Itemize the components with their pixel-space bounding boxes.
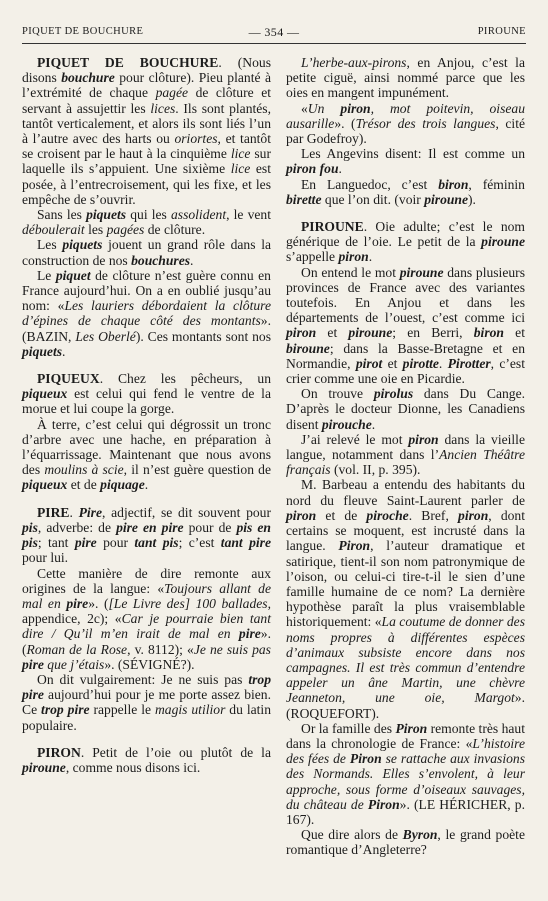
- paragraph: Or la famille des Piron remonte très haut dans la chronologie de France: «L’histoire des fées de Piron se rattache aux invasions des Normands. Elles s’envolent, à leur approche, sous forme d’oiseaux sauvages, du château de Piron». (LE HÉRICHER, p. 167).: [286, 720, 526, 827]
- paragraph: J’ai relevé le mot piron dans la vieille langue, notamment dans l’Ancien Théâtre français (vol. II, p. 395).: [286, 431, 525, 478]
- paragraph: «Un piron, mot poitevin, oiseau ausarille». (Trésor des trois langues, cité par Godefroy).: [286, 100, 525, 147]
- entry-pire: PIRE. Pire, adjectif, se dit souvent pour pis, adverbe: de pire en pire pour de pis en pis; tant pire pour tant pis; c’est tant pire pour lui.: [22, 504, 271, 566]
- paragraph: Que dire alors de Byron, le grand poète romantique d’Angleterre?: [286, 827, 525, 858]
- header-rule: [22, 43, 526, 44]
- paragraph: Cette manière de dire remonte aux origines de la langue: «Toujours allant de mal en pire». ([Le Livre des] 100 ballades, appendice, 2c); «Car je pourraie bien tant dire / Qu’il m’en irait de mal en pire». (Roman de la Rose, v. 8112); «Je ne suis pas pire que j’étais». (SÉVIGNÉ?).: [22, 565, 271, 672]
- entry-piquet-de-bouchure: PIQUET DE BOUCHURE. (Nous disons bouchure pour clôture). Pieu planté à l’extrémité de chaque pagée de clôture et servant à assujettir les lices. Ils sont plantés, tantôt verticalement, et alors ils sont liés l’un à l’autre avec des harts ou oriortes, et tantôt se croisent par le haut à la cinquième lice sur laquelle ils s’appuient. Une sixième lice est posée, à l’entrecroisement, qui les fixe, et les empêche de s’ouvrir.: [22, 55, 272, 207]
- paragraph: M. Barbeau a entendu des habitants du nord du fleuve Saint-Laurent parler de piron et de piroche. Bref, piron, dont certains se moquent, est incrusté dans la langue. Piron, l’auteur dramatique et satirique, tient-il son nom patronymique de l’oison, ou celui-ci tire-t-il le sien d’une famille humaine de ce nom? La dernière hypothèse paraît la plus vraisemblable historiquement: «La coutume de donner des noms propres à différentes espèces d’animaux subsiste encore dans nos campagnes. Il est très commun d’entendre appeler un âne Martin, une chèvre Jeanneton, une oie, Margot». (ROQUEFORT).: [286, 477, 526, 721]
- paragraph: À terre, c’est celui qui dégrossit un tronc d’arbre avec une hache, en préparation à l’équarrissage. Maintenant que nous avons des moulins à scie, il n’est guère question de piqueux et de piquage.: [22, 416, 272, 493]
- entry-piron: PIRON. Petit de l’oie ou plutôt de la piroune, comme nous disons ici.: [22, 744, 271, 775]
- entry-piroune: PIROUNE. Oie adulte; c’est le nom générique de l’oie. Le petit de la piroune s’appelle piron.: [286, 219, 525, 265]
- paragraph: Le piquet de clôture n’est guère connu en France aujourd’hui. On a en oublié jusqu’au nom: «Les lauriers débordaient la clôture d’épines de chaque côté des montants». (BAZIN, Les Oberlé). Ces montants sont nos piquets.: [22, 267, 271, 359]
- paragraph: En Languedoc, c’est biron, féminin birette que l’on dit. (voir piroune).: [286, 176, 525, 207]
- paragraph: On entend le mot piroune dans plusieurs provinces de France avec des variantes toutefois. En Anjou et dans les départements de l’ouest, c’est comme ici piron et piroune; en Berri, biron et biroune; dans la Basse-Bretagne et en Normandie, pirot et pirotte. Pirotter, c’est crier comme une oie en Picardie.: [286, 264, 526, 387]
- paragraph: Les piquets jouent un grand rôle dans la construction de nos bouchures.: [22, 237, 271, 268]
- page-number: — 354 —: [248, 25, 300, 39]
- paragraph: Sans les piquets qui les assolident, le vent déboulerait les pagées de clôture.: [22, 207, 272, 238]
- paragraph: On trouve pirolus dans Du Cange. D’après le docteur Dionne, les Canadiens disent pirouche.: [286, 386, 525, 432]
- running-header: [22, 26, 526, 42]
- entry-piqueux: PIQUEUX. Chez les pêcheurs, un piqueux est celui qui fend le ventre de la morue et lui coupe la gorge.: [22, 371, 271, 417]
- right-column: [286, 55, 525, 858]
- header-right-entry: PIROUNE: [477, 26, 526, 37]
- paragraph: On dit vulgairement: Je ne suis pas trop pire aujourd’hui pour je me porte assez bien. Ce trop pire rappelle le magis utilior du latin populaire.: [22, 671, 271, 733]
- header-left-entry: PIQUET DE BOUCHURE: [22, 26, 144, 37]
- paragraph: L’herbe-aux-pirons, en Anjou, c’est la petite ciguë, ainsi nommé parce que les oies en mangent impunément.: [286, 55, 525, 101]
- paragraph: Les Angevins disent: Il est comme un piron fou.: [286, 146, 525, 177]
- left-column: [22, 55, 271, 775]
